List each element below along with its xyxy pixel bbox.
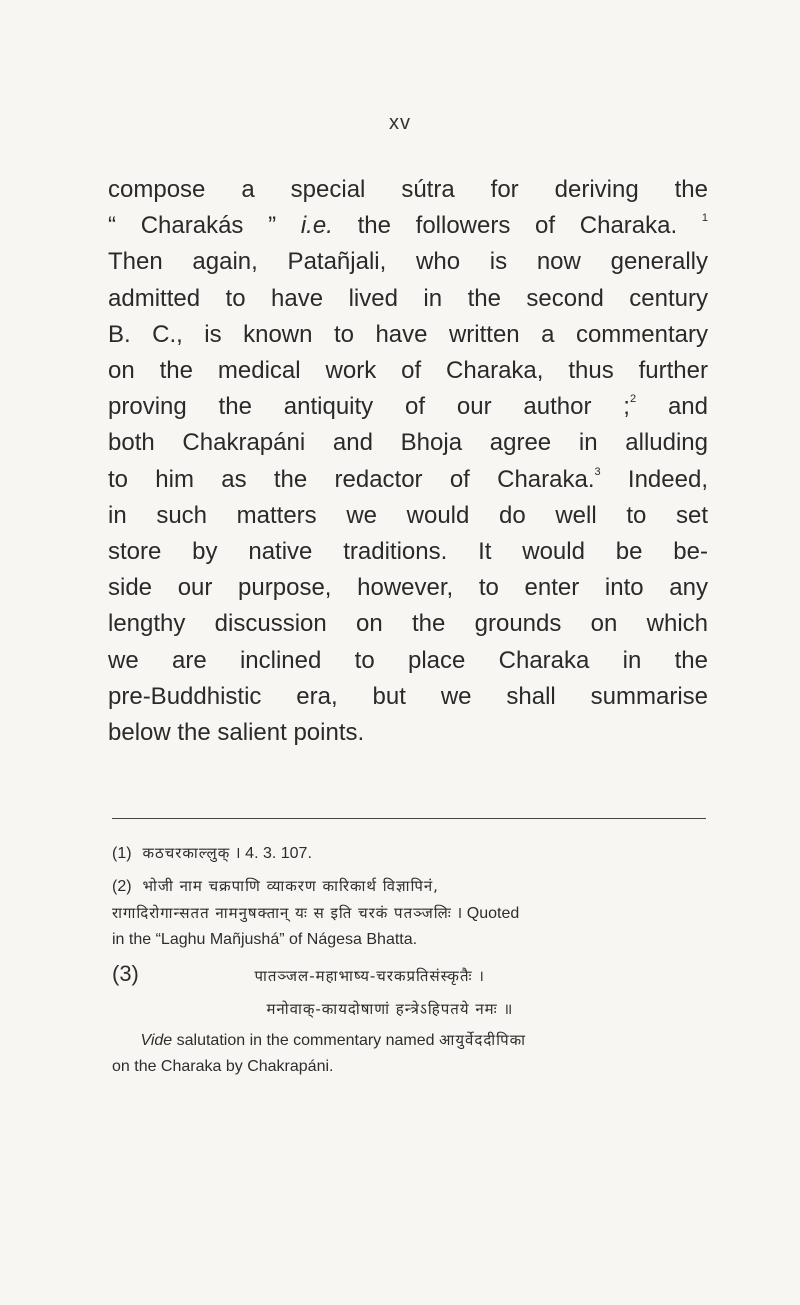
footnote-reference: । 4. 3. 107. [234, 845, 312, 862]
text-span: to him as the redactor of Charaka. [108, 465, 595, 493]
body-line: lengthy discussion on the grounds on which [108, 610, 708, 638]
footnote-text: in the “Laghu Mañjushá” of Nágesa Bhatta. [112, 931, 418, 948]
footnote-divider [112, 818, 706, 819]
body-line: both Chakrapáni and Bhoja agree in alluding [108, 429, 708, 457]
italic-span: i.e. [300, 212, 333, 240]
footnote-marker: 2 [629, 393, 637, 406]
footnote-2 [112, 873, 708, 953]
body-line: compose a special sútra for deriving the [108, 176, 708, 203]
body-line: store by native traditions. It would be be- [108, 538, 708, 566]
vide-label: Vide [140, 1032, 173, 1049]
devanagari-text: पातञ्जल-महाभाष्य-चरकप्रतिसंस्कृतैः । [254, 967, 485, 985]
footnote-marker: 1 [701, 212, 709, 225]
body-line: pre-Buddhistic era, but we shall summarise [108, 682, 708, 710]
footnote-1 [112, 840, 708, 867]
devanagari-text: आयुर्वेददीपिका [439, 1031, 526, 1049]
footnote-text: salutation in the commentary named [172, 1032, 439, 1049]
footnote-marker: 3 [594, 465, 601, 478]
body-line: Then again, Patañjali, who is now generally [108, 248, 708, 276]
text-span: and [636, 393, 708, 421]
body-line: admitted to have lived in the second century [108, 284, 708, 312]
body-line [108, 208, 708, 244]
devanagari-text: भोजी नाम चक्रपाणि व्याकरण कारिकार्थ विज्ञापिनं, [142, 877, 439, 895]
body-line: in such matters we would do well to set [108, 501, 708, 529]
footnote-3 [112, 961, 708, 1080]
body-line [108, 462, 708, 498]
footnote-number: (1) [112, 845, 132, 862]
devanagari-text: कठचरकाल्लुक् [142, 844, 231, 862]
text-span: Indeed, [600, 465, 708, 493]
text-span: the followers of Charaka. [332, 212, 678, 240]
body-line: we are inclined to place Charaka in the [108, 646, 708, 674]
text-span: “ Charakás ” [108, 212, 301, 240]
body-line: on the medical work of Charaka, thus further [108, 357, 708, 385]
page-number: xv [389, 112, 411, 134]
devanagari-text: मनोवाक्-कायदोषाणां हन्त्रेऽहिपतये नमः ॥ [266, 1000, 514, 1018]
devanagari-text: रागादिरोगान्सतत नामनुषक्तान् यः स इति चरकं पतञ्जलिः [112, 904, 452, 922]
footnote-text: on the Charaka by Chakrapáni. [112, 1058, 334, 1075]
footnotes [112, 840, 708, 1080]
body-text [108, 172, 708, 751]
quoted-label: । Quoted [456, 905, 520, 922]
body-line [108, 389, 708, 425]
body-line: below the salient points. [108, 719, 365, 747]
footnote-number: (3) [112, 961, 139, 986]
text-span: proving the antiquity of our author ; [108, 393, 630, 421]
footnote-number: (2) [112, 878, 132, 895]
body-line: side our purpose, however, to enter into any [108, 574, 708, 602]
body-line: B. C., is known to have written a commentary [108, 320, 708, 348]
